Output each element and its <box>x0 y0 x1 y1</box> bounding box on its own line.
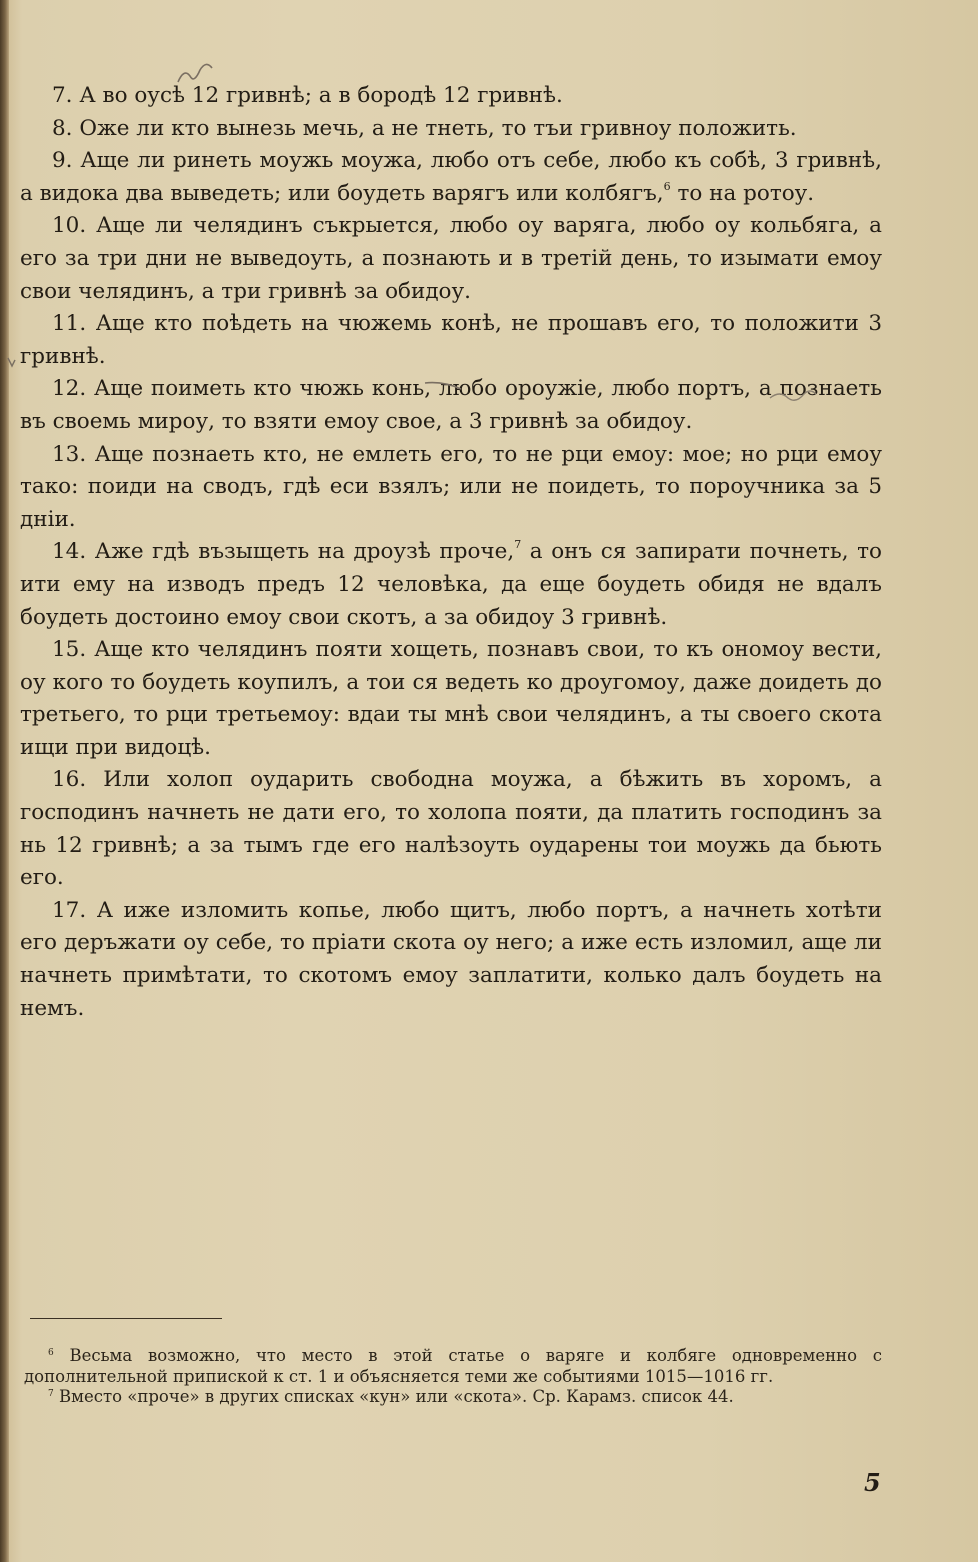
article-9 <box>20 145 882 210</box>
footnote-6 <box>24 1346 882 1387</box>
footnotes <box>24 1346 882 1408</box>
footnote-mark: 6 <box>48 1348 54 1358</box>
footnote-text: Весьма возможно, что место в этой статье о варяге и колбяге одновременно с дополнительной припиской к ст. 1 и объясняется теми же событиями 1015—1016 гг. <box>24 1346 882 1386</box>
article-16: 16. Или холоп оударить свободна моужа, а бѣжить въ хоромъ, а господинъ начнеть не дати его, то холопа пояти, да платить господинъ за нь 12 гривнѣ; а за тымъ где его налѣзоуть оударены тои моужь да бьють его. <box>20 767 882 891</box>
book-spine-edge <box>0 0 9 1562</box>
footnote-7 <box>24 1387 882 1408</box>
article-8: 8. Оже ли кто вынезь мечь, а не тнеть, то тъи гривноу положить. <box>52 115 797 141</box>
footnote-mark: 7 <box>48 1389 54 1399</box>
article-13: 13. Аще познаеть кто, не емлеть его, то не рци емоу: мое; но рци емоу тако: поиди на сводъ, гдѣ еси взялъ; или не поидеть, то пороучника за 5 дніи. <box>20 441 882 532</box>
article-12: 12. Аще поиметь кто чюжь конь, любо ороужіе, любо портъ, а познаеть въ своемь мироу, то взяти емоу свое, а 3 гривнѣ за обидоу. <box>20 376 882 434</box>
article-9-text-end: то на ротоу. <box>670 180 815 206</box>
article-14 <box>20 536 882 634</box>
article-14-text: 14. Аже гдѣ възыщеть на дроузѣ проче, <box>52 539 515 565</box>
article-17: 17. А иже изломить копье, любо щитъ, любо портъ, а начнеть хотѣти его деръжати оу себе, то пріати скота оу него; а иже есть изломил, аще ли начнеть примѣтати, то скотомъ емоу заплатити, колько далъ боудеть на немъ. <box>20 897 882 1021</box>
article-7: 7. А во оусѣ 12 гривнѣ; а в бородѣ 12 гривнѣ. <box>52 83 563 108</box>
footnote-ref-7[interactable]: 7 <box>514 538 522 552</box>
page-number: 5 <box>864 1468 881 1497</box>
article-11: 11. Аще кто поѣдеть на чюжемь конѣ, не прошавъ его, то положити 3 гривнѣ. <box>20 311 882 369</box>
article-10: 10. Аще ли челядинъ съкрыется, любо оу варяга, любо оу кольбяга, а его за три дни не выведоуть, а познають и в третій день, то изымати емоу свои челядинъ, а три гривнѣ за обидоу. <box>20 213 882 304</box>
footnote-ref-6[interactable]: 6 <box>663 179 671 193</box>
footnote-text: Вместо «проче» в других списках «кун» или «скота». Ср. Карамз. список 44. <box>53 1387 734 1406</box>
footnote-separator <box>30 1318 222 1319</box>
article-9-text: 9. Аще ли ринеть моужь моужа, любо отъ себе, любо къ собѣ, 3 гривнѣ, а видока два выведеть; или боудеть варягъ или колбягъ, <box>20 148 882 206</box>
article-14-text-end: а онъ ся запирати почнеть, то ити ему на изводъ предъ 12 человѣка, да еще боудеть обидя не вдалъ боудеть достоино емоу свои скотъ, а за обидоу 3 гривнѣ. <box>20 539 882 630</box>
main-text <box>20 80 882 1025</box>
article-15: 15. Аще кто челядинъ пояти хощеть, познавъ свои, то къ ономоу вести, оу кого то боудеть коупилъ, а тои ся ведеть ко дроугомоу, даже доидеть до третьего, то рци третьемоу: вдаи ты мнѣ свои челядинъ, а ты своего скота ищи при видоцѣ. <box>20 637 882 760</box>
